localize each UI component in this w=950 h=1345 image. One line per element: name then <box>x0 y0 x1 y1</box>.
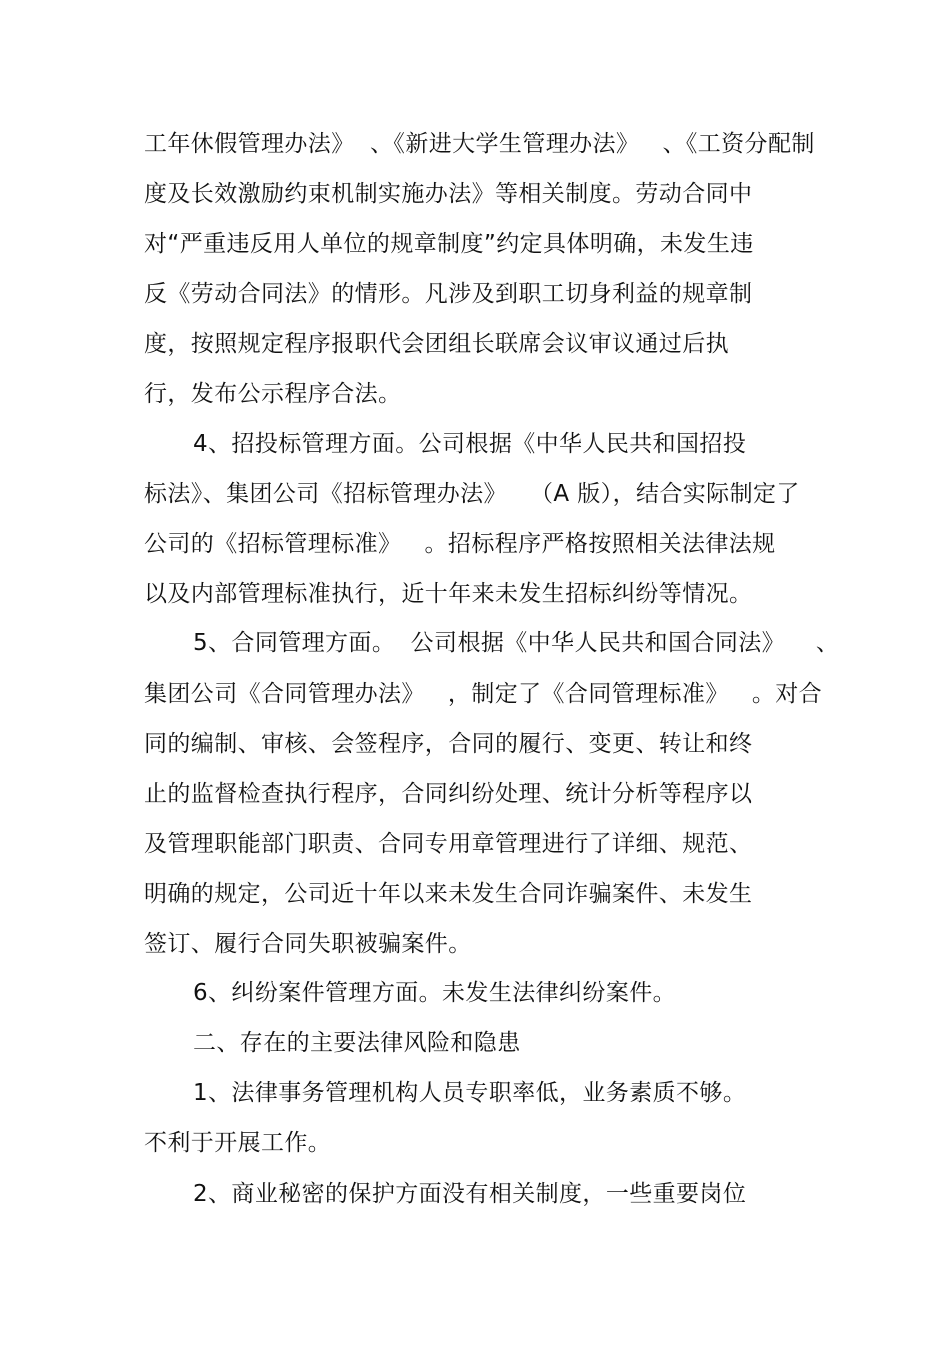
text-line: 标法》、集团公司《招标管理办法》 （A 版），结合实际制定了 <box>144 481 800 507</box>
paragraph-6: 6、纠纷案件管理方面。未发生法律纠纷案件。 <box>193 980 677 1006</box>
text-line: 公司的《招标管理标准》 。招标程序严格按照相关法律法规 <box>144 531 776 557</box>
text-line: 以及内部管理标准执行，近十年来未发生招标纠纷等情况。 <box>144 581 753 607</box>
text-line: 明确的规定，公司近十年以来未发生合同诈骗案件、未发生 <box>144 881 753 907</box>
text-line: 止的监督检查执行程序，合同纠纷处理、统计分析等程序以 <box>144 781 753 807</box>
text-line: 行，发布公示程序合法。 <box>144 381 402 407</box>
text-line: 对“严重违反用人单位的规章制度”约定具体明确，未发生违 <box>144 231 754 257</box>
paragraph-4-start: 4、招投标管理方面。公司根据《中华人民共和国招投 <box>193 431 747 457</box>
text-line: 不利于开展工作。 <box>144 1130 332 1156</box>
text-line: 度，按照规定程序报职代会团组长联席会议审议通过后执 <box>144 331 729 357</box>
text-line: 同的编制、审核、会签程序，合同的履行、变更、转让和终 <box>144 731 753 757</box>
text-line: 集团公司《合同管理办法》 ，制定了《合同管理标准》 。对合 <box>144 681 823 707</box>
text-line: 工年休假管理办法》 、《新进大学生管理办法》 、《工资分配制 <box>144 131 815 157</box>
risk-item-2: 2、商业秘密的保护方面没有相关制度，一些重要岗位 <box>193 1181 747 1207</box>
text-line: 签订、履行合同失职被骗案件。 <box>144 931 472 957</box>
text-line: 反《劳动合同法》的情形。凡涉及到职工切身利益的规章制 <box>144 281 753 307</box>
text-line: 度及长效激励约束机制实施办法》等相关制度。劳动合同中 <box>144 181 753 207</box>
text-line: 及管理职能部门职责、合同专用章管理进行了详细、规范、 <box>144 831 753 857</box>
paragraph-5-start: 5、合同管理方面。 公司根据《中华人民共和国合同法》 、 <box>193 630 840 656</box>
section-heading-risks: 二、存在的主要法律风险和隐患 <box>193 1030 521 1056</box>
risk-item-1: 1、法律事务管理机构人员专职率低，业务素质不够。 <box>193 1080 747 1106</box>
